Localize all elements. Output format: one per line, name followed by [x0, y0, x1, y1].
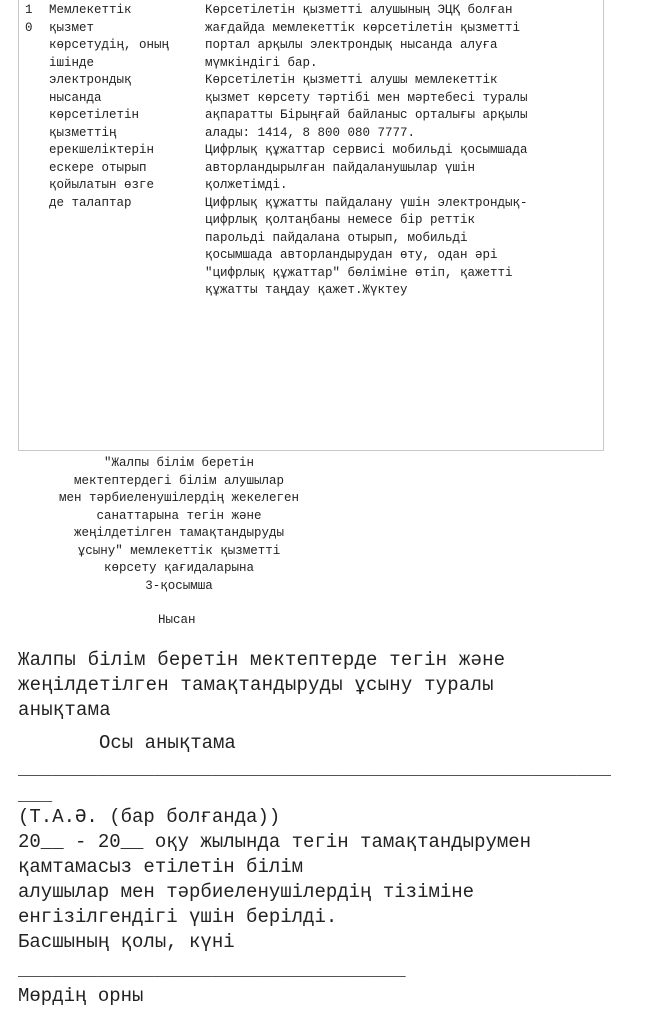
service-standard-table-row	[18, 0, 604, 451]
name-fill-line-tail: ___	[18, 784, 53, 806]
requirement-text-cell: Көрсетілетін қызметті алушының ЭЦҚ болған жағдайда мемлекеттік көрсетілетін қызметті портал арқылы электрондық нысанда алуға мүмкіндігі бар. Көрсетілетін қызметті алушы мемлекеттік қызмет көрсету тәртібі мен мәртебесі туралы ақпаратты Бірыңғай байланыс орталығы арқылы алады: 1414, 8 800 080 7777. Цифрлық құжаттар сервисі мобильді қосымшада авторландырылған пайдаланушылар үшін қолжетімді. Цифрлық құжатты пайдалану үшін электрондық- цифрлық қолтаңбаны немесе бір реттік парольді пайдалана отырып, мобильді қосымшада авторландырудан өту, одан әрі "цифрлық құжаттар" бөліміне өтіп, қажетті құжатты таңдау қажет.Жүктеу	[205, 3, 528, 297]
appendix-reference: "Жалпы білім беретін мектептердегі білім алушылар мен тәрбиеленушілердің жекелеген санаттарына тегін және жеңілдетілген тамақтандыруды ұсыну" мемлекеттік қызметті көрсету қағидаларына 3-қосымша	[58, 456, 300, 593]
seal-place-label: Мөрдің орны	[18, 985, 144, 1007]
row-number: 1 0	[25, 3, 33, 35]
certificate-intro: Осы анықтама	[99, 732, 236, 754]
form-label: Нысан	[158, 613, 196, 627]
signature-line: __________________________________	[18, 959, 406, 981]
name-fill-line: ____________________________________________________	[18, 758, 611, 780]
document-title: Жалпы білім беретін мектептерде тегін және жеңілдетілген тамақтандыруды ұсыну туралы анықтама	[18, 649, 506, 721]
certificate-body: (Т.А.Ә. (бар болғанда)) 20__ - 20__ оқу жылында тегін тамақтандырумен қамтамасыз етілетін білім алушылар мен тәрбиеленушілердің тізіміне енгізілгендігі үшін берілді. Басшының қолы, күні	[18, 806, 532, 953]
requirement-name-cell: Мемлекеттік қызмет көрсетудің, оның ішінде электрондық нысанда көрсетілетін қызметтің ерекшеліктерін ескере отырып қойылатын өзге де талаптар	[49, 3, 170, 210]
